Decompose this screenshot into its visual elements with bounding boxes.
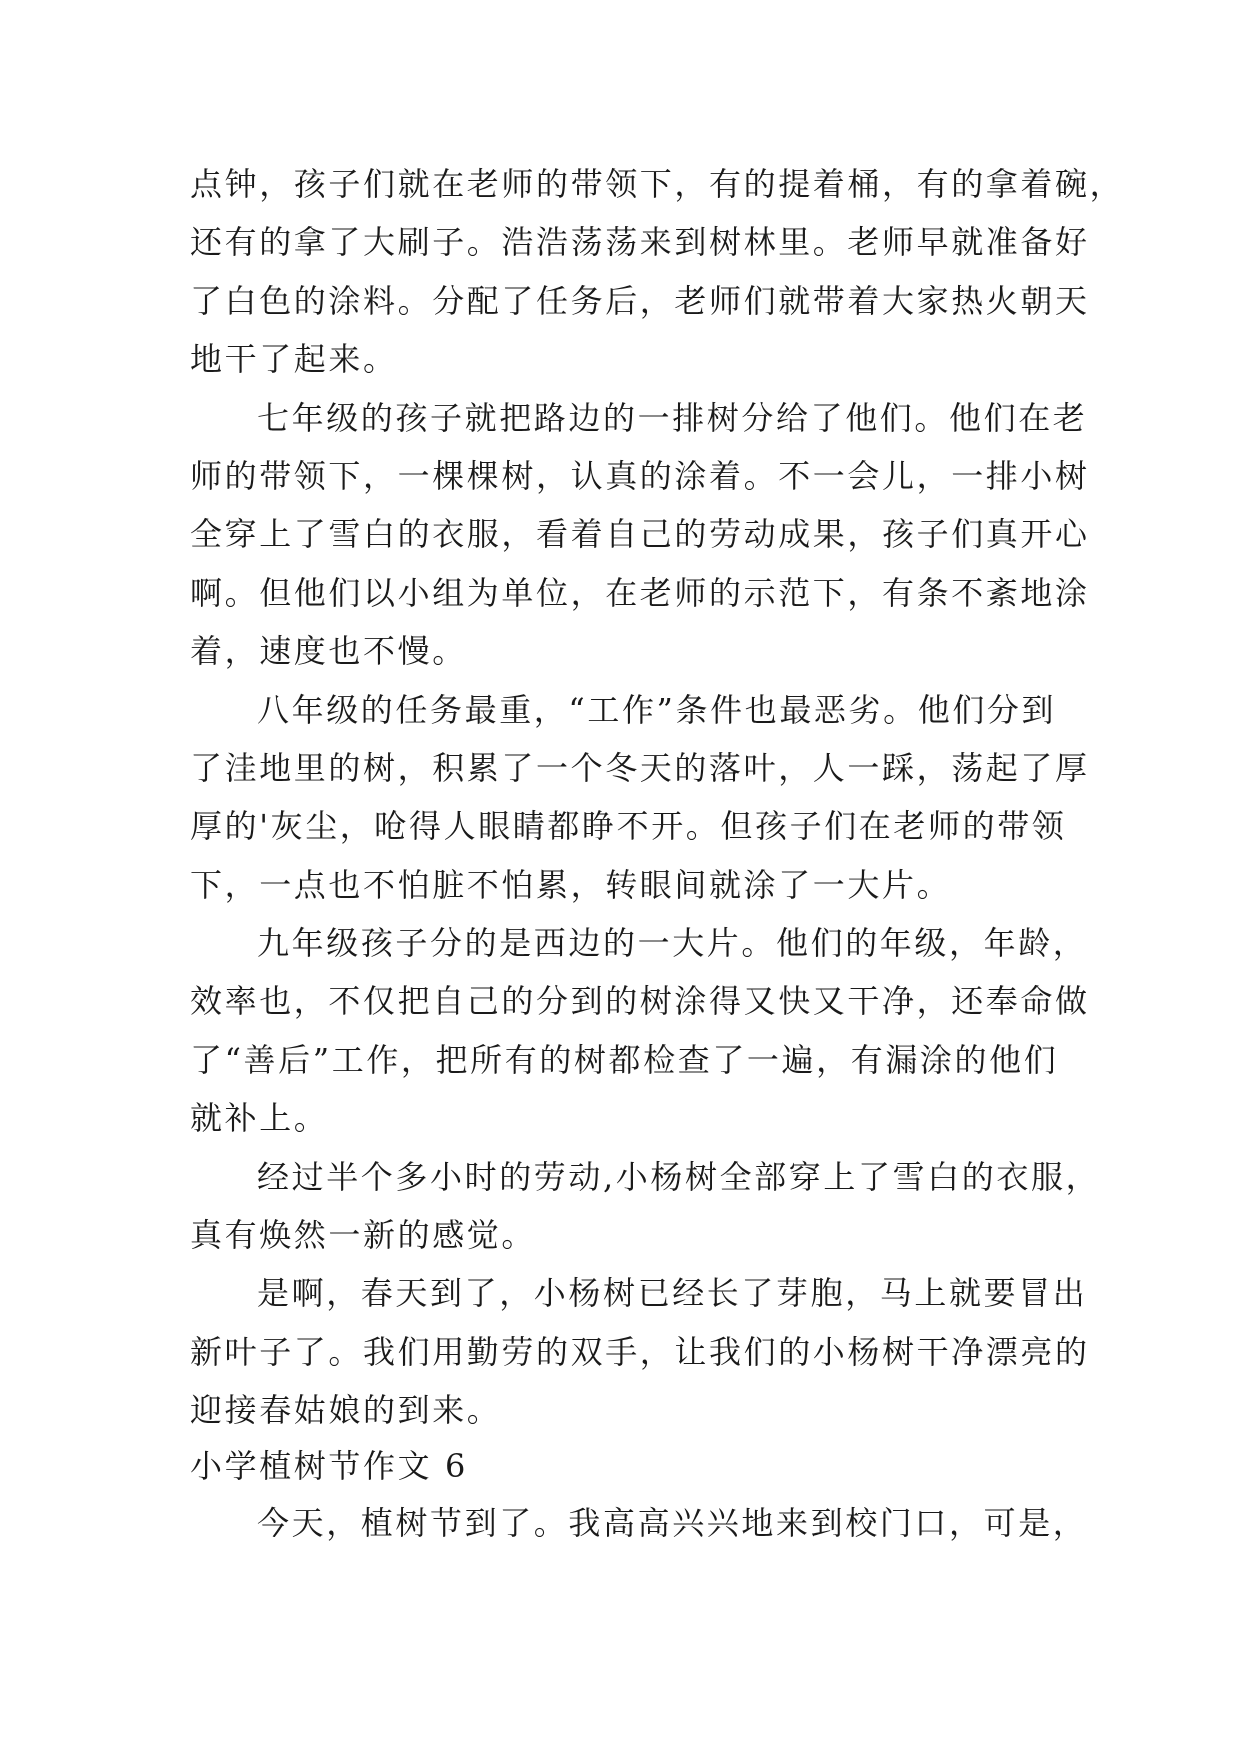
text-line: 七年级的孩子就把路边的一排树分给了他们。他们在老 xyxy=(257,399,1088,437)
text-line: 师的带领下，一棵棵树，认真的涂着。不一会儿，一排小树 xyxy=(190,457,1090,495)
text-line: 是啊，春天到了，小杨树已经长了芽胞，马上就要冒出 xyxy=(257,1274,1088,1312)
text-line: 八年级的任务最重，“工作”条件也最恶劣。他们分到 xyxy=(257,691,1057,729)
text-line: 新叶子了。我们用勤劳的双手，让我们的小杨树干净漂亮的 xyxy=(190,1333,1090,1371)
text-line: 效率也，不仅把自己的分到的树涂得又快又干净，还奉命做 xyxy=(190,982,1090,1020)
text-line: 啊。但他们以小组为单位，在老师的示范下，有条不紊地涂 xyxy=(190,574,1090,612)
text-line: 厚的'灰尘，呛得人眼睛都睁不开。但孩子们在老师的带领 xyxy=(190,807,1067,845)
text-line: 九年级孩子分的是西边的一大片。他们的年级，年龄， xyxy=(257,924,1088,962)
text-line: 经过半个多小时的劳动,小杨树全部穿上了雪白的衣服， xyxy=(257,1158,1101,1196)
text-line: 着，速度也不慢。 xyxy=(190,632,467,670)
text-line: 真有焕然一新的感觉。 xyxy=(190,1216,537,1254)
text-line: 地干了起来。 xyxy=(190,340,398,378)
text-line: 还有的拿了大刷子。浩浩荡荡来到树林里。老师早就准备好 xyxy=(190,223,1090,261)
text-line: 了白色的涂料。分配了任务后，老师们就带着大家热火朝天 xyxy=(190,282,1090,320)
text-line: 迎接春姑娘的到来。 xyxy=(190,1391,502,1429)
text-line: 就补上。 xyxy=(190,1099,329,1137)
text-line: 今天，植树节到了。我高高兴兴地来到校门口，可是， xyxy=(257,1504,1088,1542)
section-heading: 小学植树节作文 6 xyxy=(190,1447,468,1485)
text-line: 点钟，孩子们就在老师的带领下，有的提着桶，有的拿着碗， xyxy=(190,165,1125,203)
text-line: 了“善后”工作，把所有的树都检查了一遍，有漏涂的他们 xyxy=(190,1041,1059,1079)
text-line: 了洼地里的树，积累了一个冬天的落叶，人一踩，荡起了厚 xyxy=(190,749,1090,787)
text-line: 下，一点也不怕脏不怕累，转眼间就涂了一大片。 xyxy=(190,866,952,904)
text-line: 全穿上了雪白的衣服，看着自己的劳动成果，孩子们真开心 xyxy=(190,515,1090,553)
